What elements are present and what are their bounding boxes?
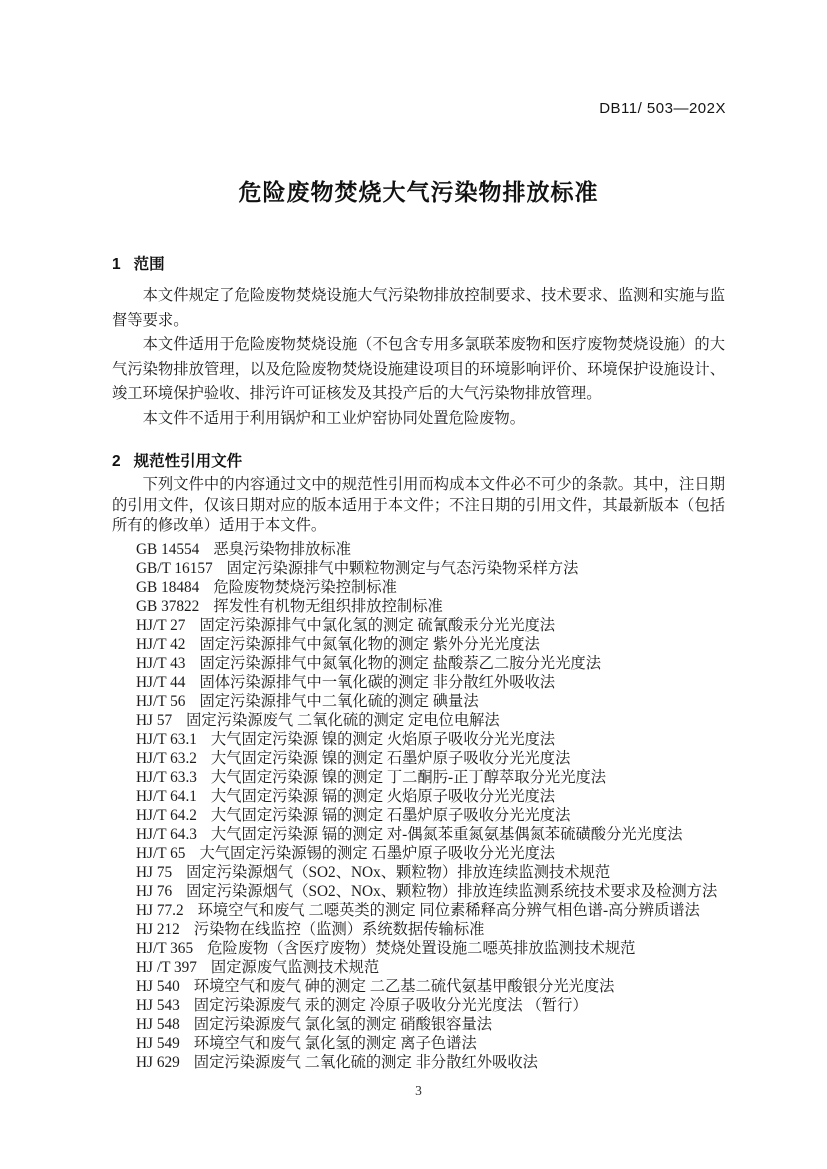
reference-item: [136, 616, 761, 635]
reference-code: GB 18484: [136, 579, 200, 596]
scope-paragraph: 本文件规定了危险废物焚烧设施大气污染物排放控制要求、技术要求、监测和实施与监督等要求。: [112, 287, 725, 329]
reference-item: [136, 635, 761, 654]
reference-item: [136, 540, 761, 559]
reference-item: [136, 578, 761, 597]
reference-code: HJ/T 64.1: [136, 788, 197, 805]
reference-title: 固定污染源废气 二氧化硫的测定 定电位电解法: [186, 712, 500, 729]
section-2-heading: [112, 449, 242, 471]
reference-title: 大气固定污染源 镉的测定 石墨炉原子吸收分光光度法: [210, 807, 571, 824]
reference-code: HJ/T 63.1: [136, 731, 197, 748]
reference-code: HJ 57: [136, 712, 173, 729]
reference-code: HJ/T 64.3: [136, 826, 197, 843]
reference-title: 大气固定污染源锡的测定 石墨炉原子吸收分光光度法: [199, 845, 556, 862]
reference-title: 大气固定污染源 镍的测定 石墨炉原子吸收分光光度法: [210, 750, 571, 767]
reference-item: [136, 1034, 761, 1053]
section-2-intro: [112, 475, 725, 537]
page-number: 3: [415, 1083, 422, 1098]
reference-item: [136, 1015, 761, 1034]
section-1-title: 范围: [133, 256, 165, 273]
normative-references-list: [136, 540, 761, 1072]
reference-title: 固定污染源烟气（SO2、NOx、颗粒物）排放连续监测系统技术要求及检测方法: [186, 883, 718, 900]
reference-title: 危险废物焚烧污染控制标准: [213, 579, 397, 596]
reference-item: [136, 939, 761, 958]
reference-code: HJ /T 397: [136, 959, 197, 976]
reference-code: HJ 77.2: [136, 902, 184, 919]
reference-title: 固定污染源排气中氮氧化物的测定 盐酸萘乙二胺分光光度法: [199, 655, 601, 672]
reference-title: 挥发性有机物无组织排放控制标准: [213, 598, 443, 615]
section-2-number: 2: [112, 453, 121, 470]
reference-title: 环境空气和废气 砷的测定 二乙基二硫代氨基甲酸银分光光度法: [193, 978, 615, 995]
reference-code: HJ 75: [136, 864, 173, 881]
document-title: 危险废物焚烧大气污染物排放标准: [238, 179, 599, 205]
reference-title: 大气固定污染源 镉的测定 火焰原子吸收分光光度法: [210, 788, 556, 805]
section-1-number: 1: [112, 256, 121, 273]
reference-code: HJ 212: [136, 921, 180, 938]
reference-item: [136, 844, 761, 863]
reference-code: HJ/T 43: [136, 655, 186, 672]
reference-item: [136, 711, 761, 730]
reference-code: HJ/T 56: [136, 693, 186, 710]
reference-item: [136, 559, 761, 578]
reference-title: 固定污染源排气中氮氧化物的测定 紫外分光光度法: [199, 636, 540, 653]
reference-code: HJ/T 365: [136, 940, 194, 957]
reference-title: 固定污染源排气中二氧化硫的测定 碘量法: [199, 693, 479, 710]
reference-title: 固定源废气监测技术规范: [210, 959, 380, 976]
reference-item: [136, 977, 761, 996]
reference-code: HJ/T 65: [136, 845, 186, 862]
reference-title: 固体污染源排气中一氧化碳的测定 非分散红外吸收法: [199, 674, 556, 691]
reference-title: 污染物在线监控（监测）系统数据传输标准: [193, 921, 485, 938]
reference-item: [136, 692, 761, 711]
scope-paragraph: 本文件适用于危险废物焚烧设施（不包含专用多氯联苯废物和医疗废物焚烧设施）的大气污染物排放管理，以及危险废物焚烧设施建设项目的环境影响评价、环境保护设施设计、竣工环境保护验收、排污许可证核发及其投产后的大气污染物排放管理。: [112, 336, 725, 402]
reference-item: [136, 920, 761, 939]
reference-code: GB 37822: [136, 598, 200, 615]
reference-item: [136, 654, 761, 673]
reference-title: 固定污染源废气 氯化氢的测定 硝酸银容量法: [193, 1016, 493, 1033]
reference-title: 大气固定污染源 镍的测定 丁二酮肟-正丁醇萃取分光光度法: [210, 769, 607, 786]
reference-title: 固定污染源烟气（SO2、NOx、颗粒物）排放连续监测技术规范: [186, 864, 611, 881]
reference-code: HJ 549: [136, 1035, 180, 1052]
reference-code: HJ 76: [136, 883, 173, 900]
reference-code: HJ/T 64.2: [136, 807, 197, 824]
reference-title: 环境空气和废气 二噁英类的测定 同位素稀释高分辨气相色谱-高分辨质谱法: [197, 902, 700, 919]
reference-item: [136, 901, 761, 920]
reference-item: [136, 863, 761, 882]
reference-item: [136, 597, 761, 616]
reference-item: [136, 996, 761, 1015]
reference-code: GB 14554: [136, 541, 200, 558]
reference-title: 危险废物（含医疗废物）焚烧处置设施二噁英排放监测技术规范: [207, 940, 636, 957]
reference-item: [136, 882, 761, 901]
reference-code: GB/T 16157: [136, 560, 213, 577]
reference-title: 环境空气和废气 氯化氢的测定 离子色谱法: [193, 1035, 477, 1052]
standard-code: DB11/ 503—202X: [599, 100, 726, 117]
reference-title: 恶臭污染物排放标准: [213, 541, 352, 558]
reference-item: [136, 1053, 761, 1072]
reference-code: HJ/T 63.3: [136, 769, 197, 786]
reference-code: HJ/T 44: [136, 674, 186, 691]
reference-code: HJ/T 42: [136, 636, 186, 653]
reference-title: 大气固定污染源 镍的测定 火焰原子吸收分光光度法: [210, 731, 556, 748]
scope-paragraph: 本文件不适用于利用锅炉和工业炉窑协同处置危险废物。: [142, 409, 526, 427]
reference-item: [136, 673, 761, 692]
reference-code: HJ 629: [136, 1054, 180, 1071]
reference-code: HJ 548: [136, 1016, 180, 1033]
reference-title: 固定污染源废气 汞的测定 冷原子吸收分光光度法 （暂行）: [193, 997, 588, 1014]
reference-code: HJ 543: [136, 997, 180, 1014]
reference-code: HJ 540: [136, 978, 180, 995]
reference-title: 大气固定污染源 镉的测定 对-偶氮苯重氮氨基偶氮苯硫磺酸分光光度法: [210, 826, 683, 843]
reference-title: 固定污染源排气中氯化氢的测定 硫氰酸汞分光光度法: [199, 617, 556, 634]
reference-code: HJ/T 27: [136, 617, 186, 634]
reference-item: [136, 768, 761, 787]
references-intro-paragraph: 下列文件中的内容通过文中的规范性引用而构成本文件必不可少的条款。其中，注日期的引用文件，仅该日期对应的版本适用于本文件；不注日期的引用文件，其最新版本（包括所有的修改单）适用于本文件。: [112, 476, 725, 534]
reference-item: [136, 958, 761, 977]
reference-item: [136, 749, 761, 768]
reference-item: [136, 825, 761, 844]
reference-item: [136, 730, 761, 749]
section-1-heading: [112, 252, 165, 274]
reference-code: HJ/T 63.2: [136, 750, 197, 767]
reference-item: [136, 806, 761, 825]
reference-item: [136, 787, 761, 806]
section-2-title: 规范性引用文件: [133, 453, 243, 470]
reference-title: 固定污染源废气 二氧化硫的测定 非分散红外吸收法: [193, 1054, 538, 1071]
reference-title: 固定污染源排气中颗粒物测定与气态污染物采样方法: [226, 560, 579, 577]
section-1-body: [112, 284, 725, 431]
